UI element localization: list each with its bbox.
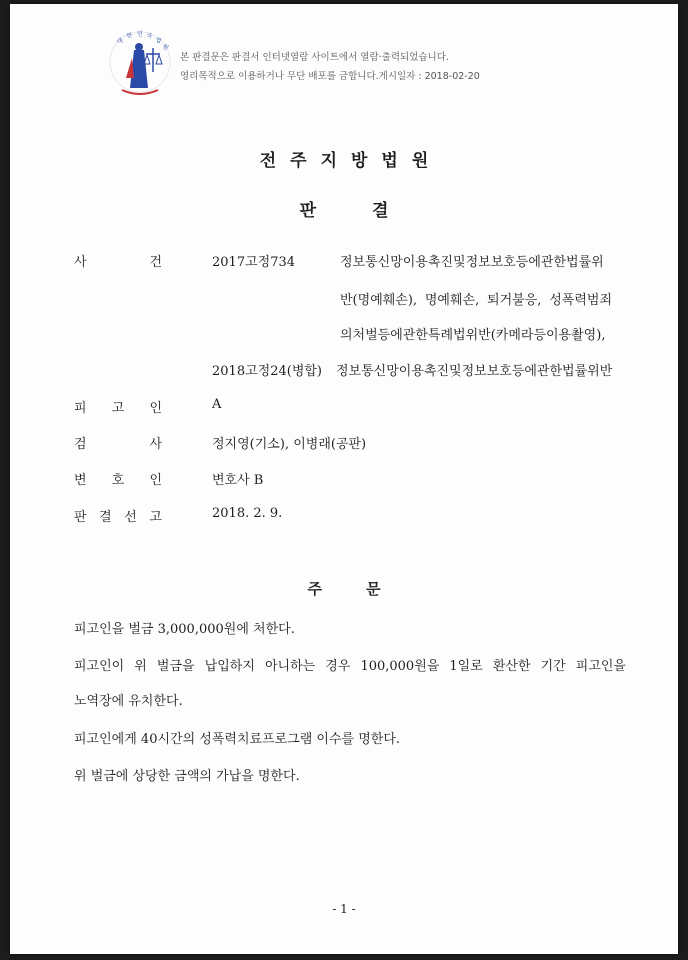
order-line: 위 벌금에 상당한 금액의 가납을 명한다.	[74, 769, 300, 784]
counsel-label: 변 호 인	[74, 473, 162, 488]
case-description-1-line-1: 정보통신망이용촉진및정보보호등에관한법률위	[340, 255, 604, 270]
defendant-label: 피 고 인	[74, 401, 162, 416]
case-description-1-line-3: 의처벌등에관한특례법위반(카메라등이용촬영),	[340, 328, 606, 343]
case-description-2: 정보통신망이용촉진및정보보호등에관한법률위반	[336, 364, 613, 379]
document-page	[10, 4, 678, 954]
svg-text:대: 대	[115, 37, 125, 46]
publication-notice	[180, 48, 480, 86]
notice-line-1: 본 판결문은 판결서 인터넷열람 사이트에서 열람·출력되었습니다.	[180, 52, 449, 63]
svg-text:법: 법	[154, 36, 163, 46]
case-number-2: 2018고정24(병합)	[212, 364, 323, 379]
svg-text:민: 민	[137, 31, 143, 38]
notice-line-2: 영리목적으로 이용하거나 무단 배포를 금합니다.게시일자 : 2018-02-20	[180, 71, 480, 82]
page-number: - 1 -	[332, 902, 356, 916]
prosecutor-names: 정지영(기소), 이병래(공판)	[212, 437, 367, 452]
case-number-1: 2017고정734	[212, 255, 296, 270]
order-line: 노역장에 유치한다.	[74, 694, 183, 709]
court-name: 전주지방법원	[259, 151, 443, 171]
order-line: 피고인이 위 벌금을 납입하지 아니하는 경우 100,000원을 1일로 환산한 기간 피고인을	[74, 659, 626, 674]
svg-text:국: 국	[145, 32, 153, 40]
svg-text:한: 한	[125, 31, 134, 40]
verdict-date: 2018. 2. 9.	[212, 506, 283, 521]
case-label: 사 건	[74, 255, 162, 270]
order-section-title: 주문	[307, 580, 425, 598]
counsel-name: 변호사 B	[212, 473, 264, 488]
verdict-date-label: 판 결 선 고	[74, 510, 162, 525]
document-title: 판결	[299, 201, 445, 221]
defendant-name: A	[212, 397, 222, 412]
prosecutor-label: 검 사	[74, 437, 162, 452]
case-description-1-line-2: 반(명예훼손), 명예훼손, 퇴거불응, 성폭력범죄	[340, 293, 612, 308]
order-line: 피고인에게 40시간의 성폭력치료프로그램 이수를 명한다.	[74, 732, 401, 747]
order-line: 피고인을 벌금 3,000,000원에 처한다.	[74, 622, 295, 637]
svg-text:원: 원	[160, 42, 170, 52]
court-seal-logo	[104, 28, 176, 98]
